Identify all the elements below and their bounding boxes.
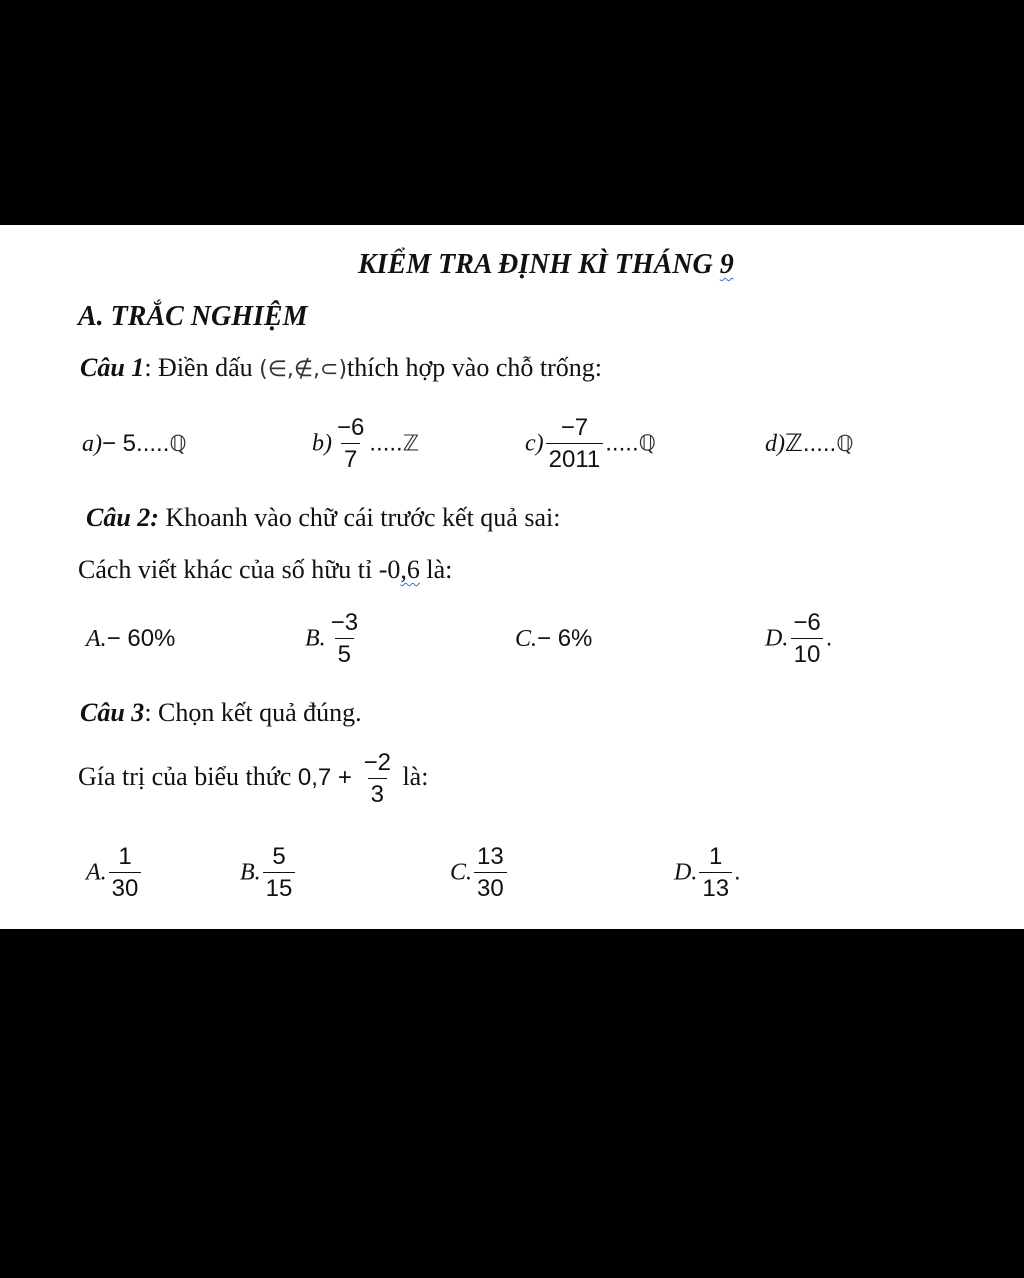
q1-c-numerator: −7 bbox=[560, 414, 589, 441]
page-title bbox=[358, 251, 734, 279]
q2-a-letter: A. bbox=[86, 626, 107, 652]
question-2 bbox=[86, 505, 560, 531]
question-1-text-after: thích hợp vào chỗ trống: bbox=[347, 353, 602, 382]
q1-b-denominator: 7 bbox=[341, 443, 360, 472]
q3-option-c bbox=[450, 845, 509, 901]
q3-c-letter: C. bbox=[450, 859, 473, 886]
q3-expr-denominator: 3 bbox=[368, 778, 387, 807]
q3-a-denominator: 30 bbox=[109, 872, 142, 901]
q2-d-numerator: −6 bbox=[793, 609, 821, 636]
q1-c-dots: ..... bbox=[605, 429, 639, 457]
q1-b-numerator: −6 bbox=[337, 414, 365, 441]
question-2-line bbox=[78, 557, 452, 583]
question-3-text: : Chọn kết quả đúng. bbox=[144, 698, 362, 727]
q1-d-expr: ℤ..... bbox=[785, 430, 837, 457]
section-heading: A. TRẮC NGHIỆM bbox=[78, 301, 308, 332]
q1-c-fraction bbox=[546, 416, 604, 472]
q3-c-numerator: 13 bbox=[477, 843, 504, 870]
q2-b-letter: B. bbox=[305, 625, 326, 652]
q3-expr-before: Gía trị của biểu thức bbox=[78, 761, 298, 791]
q1-c-letter: c) bbox=[525, 430, 544, 457]
q1-c-denominator: 2011 bbox=[546, 443, 604, 472]
q2-option-c bbox=[515, 627, 592, 651]
q1-option-c bbox=[525, 416, 656, 472]
q3-a-letter: A. bbox=[86, 859, 107, 886]
q2-option-a bbox=[86, 627, 175, 651]
q1-a-set: ℚ bbox=[169, 432, 187, 457]
q3-c-denominator: 30 bbox=[474, 872, 507, 901]
q2-d-fraction bbox=[790, 611, 823, 667]
q2-option-d bbox=[765, 611, 832, 667]
q1-d-set: ℚ bbox=[836, 432, 854, 457]
question-3-expression bbox=[78, 751, 428, 807]
q3-d-letter: D. bbox=[674, 859, 698, 886]
q2-c-value: − 6% bbox=[537, 625, 593, 652]
q1-a-expr: − 5..... bbox=[102, 430, 170, 457]
q2-d-tail: . bbox=[825, 624, 833, 652]
q3-b-letter: B. bbox=[240, 859, 261, 886]
title-number: 9 bbox=[719, 249, 734, 280]
q2-line-spell: ,6 bbox=[400, 555, 420, 584]
q1-b-letter: b) bbox=[312, 430, 332, 457]
q3-c-fraction bbox=[474, 845, 507, 901]
q2-b-fraction bbox=[328, 611, 361, 667]
q2-option-b bbox=[305, 611, 363, 667]
question-1-label: Câu 1 bbox=[80, 353, 145, 382]
question-3 bbox=[80, 700, 362, 726]
q3-d-denominator: 13 bbox=[699, 872, 732, 901]
q3-expr-numerator: −2 bbox=[363, 749, 391, 776]
q3-option-d bbox=[674, 845, 741, 901]
q3-d-tail: . bbox=[734, 858, 741, 886]
q3-option-b bbox=[240, 845, 297, 901]
q2-a-value: − 60% bbox=[106, 625, 176, 652]
question-1-symbols: (∈,∉,⊂) bbox=[259, 357, 348, 382]
q2-b-numerator: −3 bbox=[330, 609, 359, 636]
q1-b-fraction bbox=[334, 416, 367, 472]
q3-expr-after: là: bbox=[395, 761, 429, 791]
q3-b-fraction bbox=[263, 845, 296, 901]
q1-option-a bbox=[82, 432, 187, 456]
title-text: KIỂM TRA ĐỊNH KÌ THÁNG bbox=[358, 249, 713, 280]
q3-b-denominator: 15 bbox=[263, 872, 296, 901]
q1-a-letter: a) bbox=[82, 431, 102, 457]
q3-d-fraction bbox=[699, 845, 732, 901]
q1-option-b bbox=[312, 416, 419, 472]
q3-expr-math: 0,7 + bbox=[297, 763, 359, 791]
q3-option-a bbox=[86, 845, 143, 901]
q3-a-numerator: 1 bbox=[118, 843, 132, 870]
q1-d-letter: d) bbox=[765, 431, 785, 457]
q2-line-before: Cách viết khác của số hữu tỉ -0 bbox=[78, 555, 401, 584]
q2-line-after: là: bbox=[419, 555, 453, 584]
q1-b-set: ℤ bbox=[402, 431, 420, 457]
q3-a-fraction bbox=[109, 845, 142, 901]
q2-d-letter: D. bbox=[765, 625, 789, 652]
document-page bbox=[0, 225, 1024, 929]
q3-d-numerator: 1 bbox=[709, 843, 723, 870]
q1-c-set: ℚ bbox=[638, 431, 656, 457]
q3-b-numerator: 5 bbox=[272, 843, 286, 870]
question-2-label: Câu 2: bbox=[86, 503, 159, 532]
question-1 bbox=[80, 355, 602, 381]
q1-option-d bbox=[765, 432, 854, 456]
q3-expr-fraction bbox=[361, 751, 394, 807]
q2-c-letter: C. bbox=[515, 626, 538, 652]
q2-d-denominator: 10 bbox=[791, 638, 824, 667]
q1-b-dots: ..... bbox=[369, 429, 403, 457]
question-1-text-before: : Điền dấu bbox=[144, 353, 260, 382]
question-2-text: Khoanh vào chữ cái trước kết quả sai: bbox=[158, 503, 561, 532]
question-3-label: Câu 3 bbox=[80, 698, 145, 727]
q2-b-denominator: 5 bbox=[335, 638, 354, 667]
